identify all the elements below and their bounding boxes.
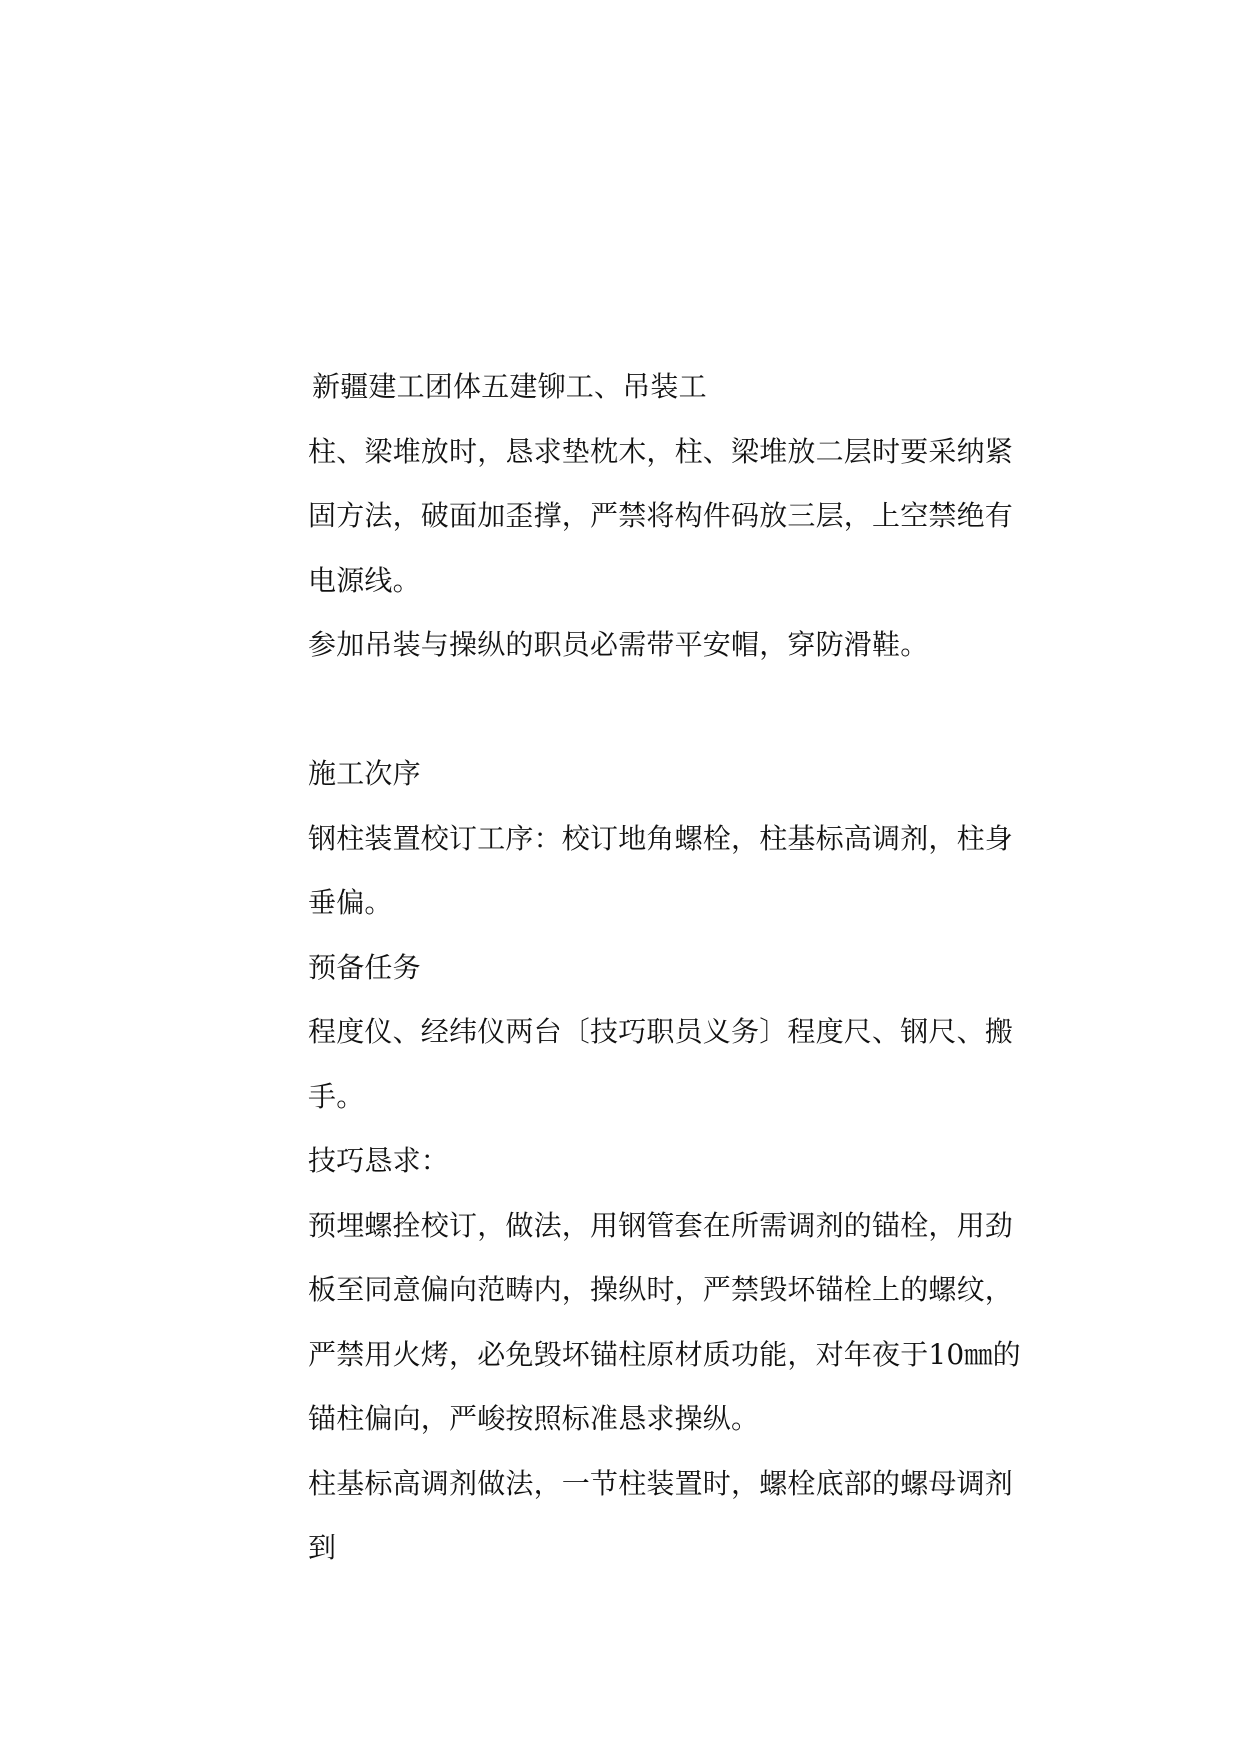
paragraph-line: 参加吊装与操纵的职员必需带平安帽，穿防滑鞋。 [308,628,929,661]
paragraph-line: 柱基标高调剂做法，一节柱装置时，螺栓底部的螺母调剂 [308,1466,1014,1500]
section-heading: 施工次序 [308,757,421,790]
paragraph-line: 严禁用火烤，必免毁坏锚柱原材质功能，对年夜于10㎜的 [308,1337,1021,1371]
document-page [308,355,1036,1581]
paragraph-line: 手。 [308,1079,365,1113]
paragraph-line: 固方法，破面加歪撑，严禁将构件码放三层，上空禁绝有 [308,499,1014,532]
paragraph-line: 程度仪、经纬仪两台〔技巧职员义务〕程度尺、钢尺、搬 [308,1015,1014,1048]
section-heading: 技巧恳求： [308,1144,450,1177]
paragraph-line: 钢柱装置校订工序：校订地角螺栓，柱基标高调剂，柱身 [308,821,1014,855]
blank-line [308,678,1036,743]
paragraph-line: 电源线。 [308,563,421,597]
paragraph-line: 柱、梁堆放时，恳求垫枕木，柱、梁堆放二层时要采纳紧 [308,434,1014,468]
paragraph-line: 到 [308,1531,337,1564]
paragraph-line: 板至同意偏向范畴内，操纵时，严禁毁坏锚栓上的螺纹， [308,1273,1014,1306]
section-heading: 预备任务 [308,950,421,984]
document-title: 新疆建工团体五建铆工、吊装工 [312,370,707,403]
paragraph-line: 垂偏。 [308,886,393,919]
paragraph-line: 锚柱偏向，严峻按照标准恳求操纵。 [308,1402,760,1435]
paragraph-line: 预埋螺拴校订，做法，用钢管套在所需调剂的锚栓，用劲 [308,1208,1014,1242]
